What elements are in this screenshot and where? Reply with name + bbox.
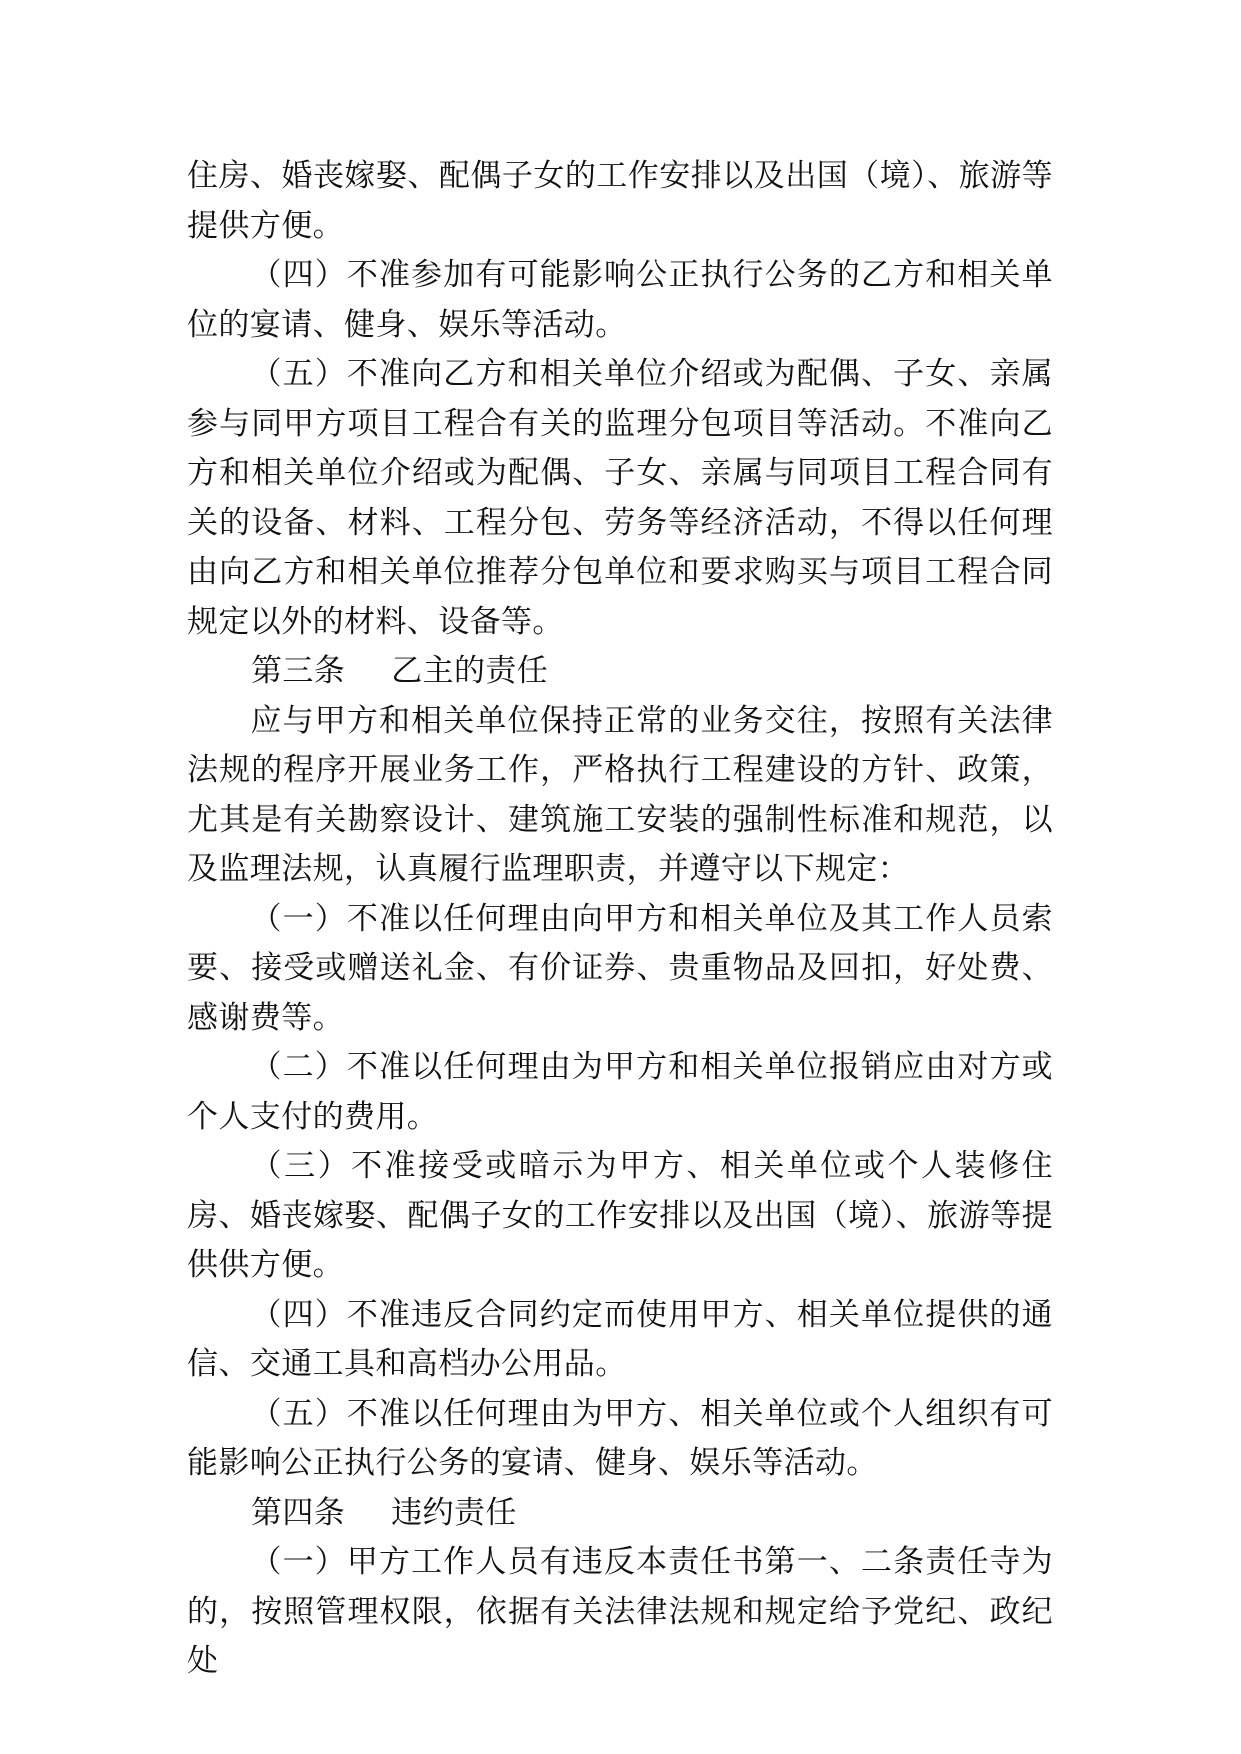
clause-item-2-expenses: （二）不准以任何理由为甲方和相关单位报销应由对方或个人支付的费用。 bbox=[187, 1049, 1053, 1135]
clause-item-5-organize-activities: （五）不准以任何理由为甲方、相关单位或个人组织有可能影响公正执行公务的宴请、健身、娱乐等活动。 bbox=[187, 1395, 1053, 1481]
article-3-heading bbox=[187, 647, 1053, 697]
article-4-number: 第四条 bbox=[251, 1494, 346, 1531]
clause-item-5-relatives-activities: （五）不准向乙方和相关单位介绍或为配偶、子女、亲属参与同甲方项目工程合有关的监理分包项目等活动。不准向乙方和相关单位介绍或为配偶、子女、亲属与同项目工程合同有关的设备、材料、工程分包、劳务等经济活动，不得以任何理由向乙方和相关单位推荐分包单位和要求购买与项目工程合同规定以外的材料、设备等。 bbox=[187, 356, 1053, 640]
clause-item-1-gifts: （一）不准以任何理由向甲方和相关单位及其工作人员索要、接受或赠送礼金、有价证券、贵重物品及回扣，好处费、感谢费等。 bbox=[187, 900, 1053, 1036]
article-3-title: 乙主的责任 bbox=[391, 653, 549, 689]
article-3-intro: 应与甲方和相关单位保持正常的业务交往，按照有关法律法规的程序开展业务工作，严格执行工程建设的方针、政策，尤其是有关勘察设计、建筑施工安装的强制性标准和规范，以及监理法规，认真履行监理职责，并遵守以下规定： bbox=[187, 702, 1053, 887]
article-3-number: 第三条 bbox=[251, 653, 346, 689]
article-4-heading bbox=[187, 1489, 1053, 1539]
clause-item-4-unfair-activities: （四）不准参加有可能影响公正执行公务的乙方和相关单位的宴请、健身、娱乐等活动。 bbox=[187, 257, 1053, 343]
paragraph-continuation: 住房、婚丧嫁娶、配偶子女的工作安排以及出国（境）、旅游等提供方便。 bbox=[187, 158, 1053, 244]
document-body bbox=[187, 152, 1053, 1687]
clause-item-1-violation: （一）甲方工作人员有违反本责任书第一、二条责任寺为的，按照管理权限，依据有关法律法规和规定给予党纪、政纪处 bbox=[187, 1544, 1053, 1679]
clause-item-4-equipment: （四）不准违反合同约定而使用甲方、相关单位提供的通信、交通工具和高档办公用品。 bbox=[187, 1296, 1053, 1382]
article-4-title: 违约责任 bbox=[391, 1494, 517, 1531]
clause-item-3-personal-favors: （三）不准接受或暗示为甲方、相关单位或个人装修住房、婚丧嫁娶、配偶子女的工作安排以及出国（境）、旅游等提供供方便。 bbox=[187, 1148, 1053, 1283]
